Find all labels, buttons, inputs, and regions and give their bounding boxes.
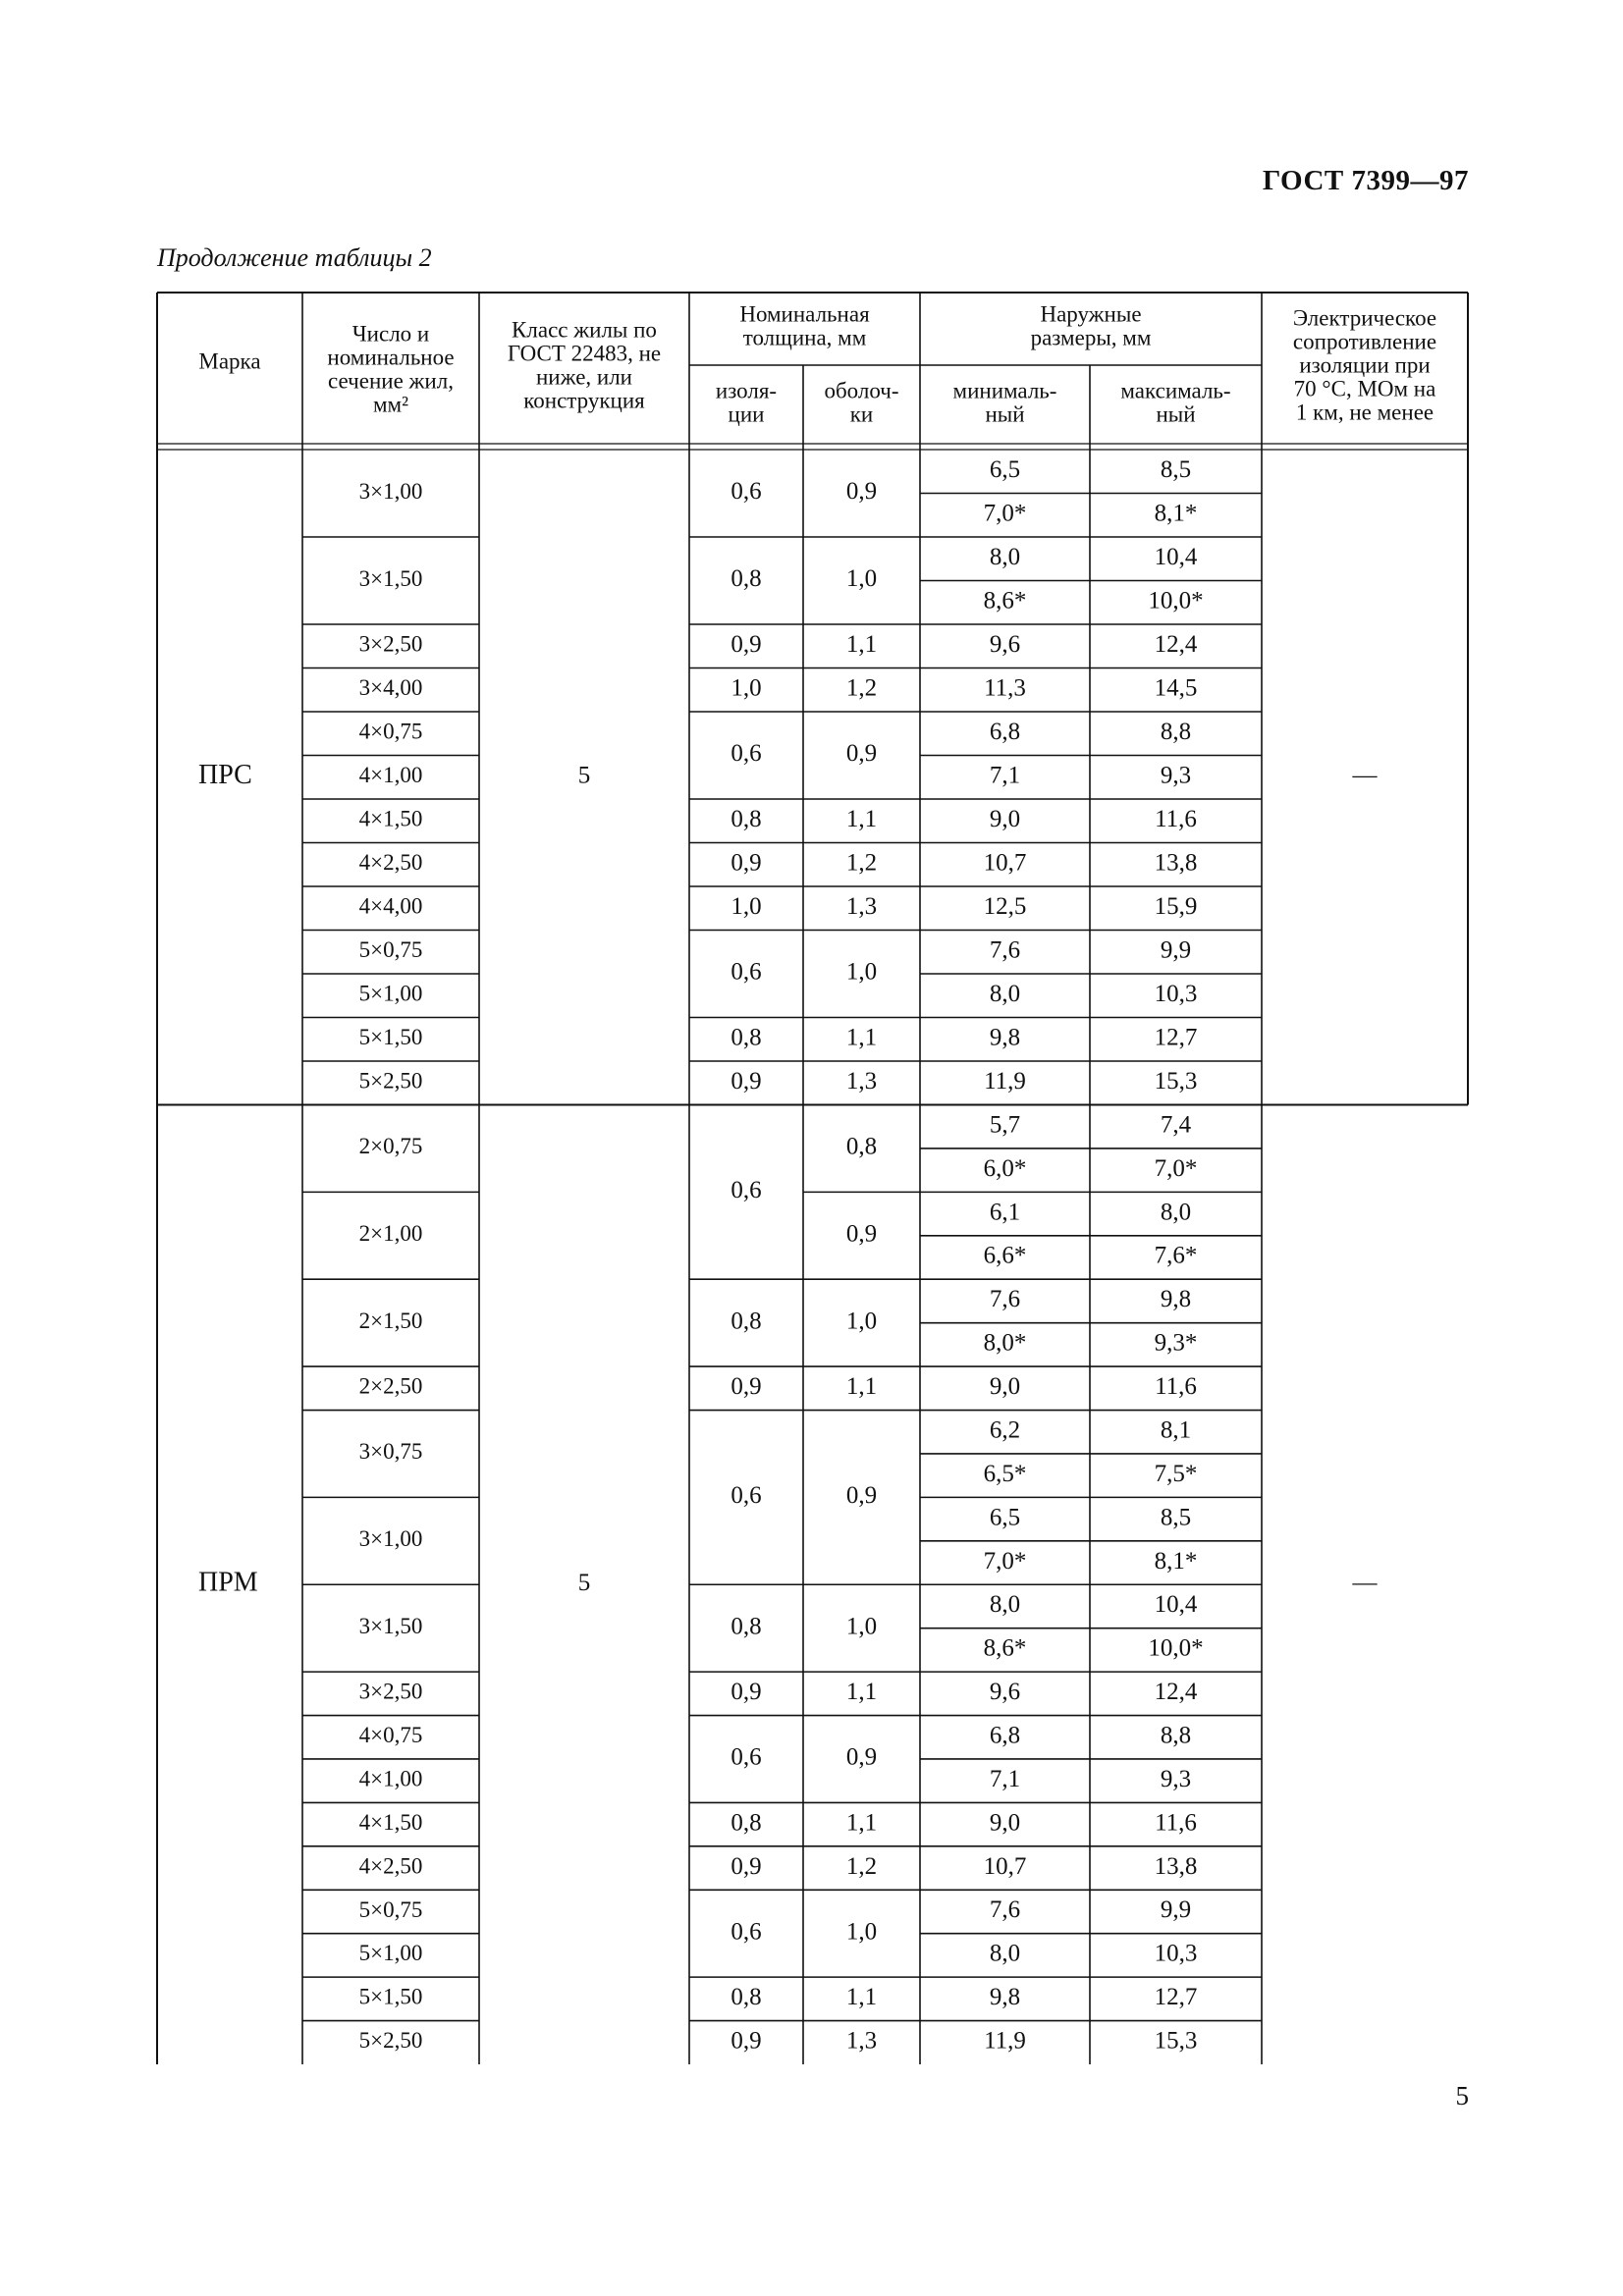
max-size-cell: 8,5 <box>1160 1504 1192 1531</box>
max-size-cell: 15,3 <box>1154 2027 1198 2055</box>
column-header-thickness-line: Номинальная <box>739 301 870 327</box>
cross-section-cell: 3×1,00 <box>358 478 423 504</box>
cross-section-cell: 5×1,00 <box>358 981 423 1006</box>
column-header-min-line: минималь- <box>952 378 1057 403</box>
min-size-cell: 11,9 <box>984 2027 1026 2055</box>
column-header-cores-line: номинальное <box>327 345 455 370</box>
column-header-insulation-line: ции <box>728 401 765 427</box>
column-header-cores-line: Число и <box>352 321 430 347</box>
sheath-cell: 1,2 <box>845 674 878 702</box>
max-size-cell: 11,6 <box>1155 1373 1197 1401</box>
max-size-cell: 12,7 <box>1154 1024 1198 1051</box>
max-size-cell: 9,9 <box>1160 1896 1192 1924</box>
min-size-cell: 7,6 <box>989 1896 1021 1924</box>
min-size-cell: 12,5 <box>983 892 1027 920</box>
column-header-resistance-line: 70 °С, МОм на <box>1293 376 1436 401</box>
cross-section-cell: 5×2,50 <box>358 1068 423 1094</box>
cross-section-cell: 4×2,50 <box>358 850 423 876</box>
min-size-cell: 5,7 <box>989 1111 1021 1139</box>
sheath-cell: 0,9 <box>845 1220 878 1248</box>
max-size-cell: 10,0* <box>1148 1634 1204 1662</box>
insulation-cell: 0,6 <box>730 1177 762 1204</box>
column-header-resistance-line: сопротивление <box>1292 329 1437 354</box>
column-header-marka: Марка <box>198 348 261 374</box>
column-header-resistance-line: изоляции при <box>1299 352 1431 378</box>
cross-section-cell: 2×0,75 <box>358 1134 423 1159</box>
table-caption: Продолжение таблицы 2 <box>157 243 432 272</box>
min-size-cell: 8,0 <box>989 1940 1021 1967</box>
column-header-outer-line: размеры, мм <box>1030 325 1152 350</box>
max-size-cell: 12,4 <box>1154 630 1198 658</box>
page-number: 5 <box>1455 2081 1469 2110</box>
max-size-cell: 8,1* <box>1154 1547 1198 1575</box>
max-size-cell: 7,6* <box>1154 1242 1198 1269</box>
max-size-cell: 13,8 <box>1154 849 1198 877</box>
max-size-cell: 14,5 <box>1154 674 1198 702</box>
column-header-sheath-line: оболоч- <box>824 378 899 403</box>
min-size-cell: 6,8 <box>989 1722 1021 1749</box>
table-header <box>198 301 1436 426</box>
sheath-cell: 1,2 <box>845 849 878 877</box>
min-size-cell: 7,6 <box>989 936 1021 964</box>
class-cell: 5 <box>577 1569 591 1596</box>
cross-section-cell: 4×1,50 <box>358 1809 423 1835</box>
column-header-min-line: ный <box>985 401 1025 427</box>
cross-section-cell: 5×2,50 <box>358 2028 423 2054</box>
column-header-sheath-line: ки <box>849 401 874 427</box>
cross-section-cell: 3×1,50 <box>358 565 423 591</box>
min-size-cell: 6,5 <box>989 1504 1021 1531</box>
insulation-cell: 0,9 <box>730 2027 762 2055</box>
table-body <box>198 456 1379 2055</box>
sheath-cell: 1,0 <box>845 958 878 986</box>
insulation-cell: 0,6 <box>730 958 762 986</box>
min-size-cell: 8,0 <box>989 1591 1021 1619</box>
marka-cell: ПРМ <box>198 1567 258 1598</box>
min-size-cell: 6,1 <box>989 1199 1021 1226</box>
min-size-cell: 7,0* <box>983 500 1027 527</box>
min-size-cell: 11,9 <box>984 1067 1026 1095</box>
min-size-cell: 9,0 <box>989 805 1021 832</box>
max-size-cell: 11,6 <box>1155 1809 1197 1837</box>
min-size-cell: 9,8 <box>989 1024 1021 1051</box>
max-size-cell: 9,9 <box>1160 936 1192 964</box>
max-size-cell: 7,4 <box>1160 1111 1192 1139</box>
max-size-cell: 9,3 <box>1160 762 1192 789</box>
cross-section-cell: 4×2,50 <box>358 1853 423 1879</box>
min-size-cell: 10,7 <box>983 849 1027 877</box>
max-size-cell: 8,0 <box>1160 1199 1192 1226</box>
insulation-cell: 0,9 <box>730 1373 762 1401</box>
sheath-cell: 0,8 <box>845 1133 878 1160</box>
sheath-cell: 0,9 <box>845 478 878 506</box>
min-size-cell: 8,0* <box>983 1329 1027 1357</box>
insulation-cell: 0,6 <box>730 1482 762 1510</box>
cross-section-cell: 3×2,50 <box>358 631 423 657</box>
table-grid <box>157 293 1468 2064</box>
cross-section-cell: 5×1,50 <box>358 1025 423 1050</box>
insulation-cell: 0,9 <box>730 630 762 658</box>
column-header-outer-line: Наружные <box>1040 301 1142 327</box>
class-cell: 5 <box>577 762 591 789</box>
document-code: ГОСТ 7399—97 <box>1262 165 1469 196</box>
column-header-cores-line: сечение жил, <box>328 368 454 394</box>
cross-section-cell: 5×0,75 <box>358 937 423 963</box>
min-size-cell: 8,0 <box>989 543 1021 570</box>
min-size-cell: 9,0 <box>989 1373 1021 1401</box>
column-header-thickness-line: толщина, мм <box>742 325 867 350</box>
max-size-cell: 9,3 <box>1160 1765 1192 1792</box>
cross-section-cell: 3×2,50 <box>358 1679 423 1704</box>
insulation-cell: 0,9 <box>730 1067 762 1095</box>
max-size-cell: 11,6 <box>1155 805 1197 832</box>
min-size-cell: 7,1 <box>989 1765 1021 1792</box>
sheath-cell: 1,1 <box>845 1679 878 1706</box>
max-size-cell: 10,3 <box>1154 980 1198 1007</box>
sheath-cell: 1,1 <box>845 630 878 658</box>
min-size-cell: 6,0* <box>983 1154 1027 1182</box>
column-header-resistance-line: Электрическое <box>1292 305 1437 331</box>
min-size-cell: 9,6 <box>989 1679 1021 1706</box>
sheath-cell: 1,0 <box>845 1308 878 1335</box>
column-header-class-line: ниже, или <box>535 364 633 390</box>
min-size-cell: 8,6* <box>983 587 1027 614</box>
column-header-insulation-line: изоля- <box>715 378 778 403</box>
sheath-cell: 1,0 <box>845 565 878 593</box>
max-size-cell: 10,4 <box>1154 543 1198 570</box>
sheath-cell: 0,9 <box>845 1743 878 1771</box>
insulation-cell: 0,8 <box>730 565 762 593</box>
min-size-cell: 6,5* <box>983 1460 1027 1487</box>
sheath-cell: 1,1 <box>845 1373 878 1401</box>
insulation-cell: 0,9 <box>730 1852 762 1880</box>
insulation-cell: 0,8 <box>730 1984 762 2011</box>
min-size-cell: 6,5 <box>989 455 1021 483</box>
cross-section-cell: 4×1,50 <box>358 806 423 831</box>
cross-section-cell: 4×0,75 <box>358 719 423 744</box>
min-size-cell: 8,0 <box>989 980 1021 1007</box>
max-size-cell: 13,8 <box>1154 1852 1198 1880</box>
cross-section-cell: 4×4,00 <box>358 893 423 919</box>
insulation-cell: 0,8 <box>730 1024 762 1051</box>
min-size-cell: 10,7 <box>983 1852 1027 1880</box>
insulation-cell: 0,8 <box>730 1308 762 1335</box>
max-size-cell: 8,1* <box>1154 500 1198 527</box>
cross-section-cell: 3×1,00 <box>358 1526 423 1552</box>
min-size-cell: 11,3 <box>984 674 1026 702</box>
insulation-cell: 0,9 <box>730 849 762 877</box>
column-header-resistance-line: 1 км, не менее <box>1295 400 1434 425</box>
insulation-cell: 0,8 <box>730 1809 762 1837</box>
column-header-class-line: ГОСТ 22483, не <box>507 341 662 366</box>
max-size-cell: 7,0* <box>1154 1154 1198 1182</box>
min-size-cell: 9,0 <box>989 1809 1021 1837</box>
cross-section-cell: 2×2,50 <box>358 1373 423 1399</box>
insulation-cell: 0,6 <box>730 1743 762 1771</box>
min-size-cell: 7,0* <box>983 1547 1027 1575</box>
insulation-cell: 0,6 <box>730 740 762 768</box>
sheath-cell: 1,3 <box>845 1067 878 1095</box>
min-size-cell: 6,6* <box>983 1242 1027 1269</box>
cross-section-cell: 5×1,00 <box>358 1941 423 1966</box>
insulation-cell: 0,6 <box>730 1918 762 1946</box>
max-size-cell: 10,3 <box>1154 1940 1198 1967</box>
max-size-cell: 15,3 <box>1154 1067 1198 1095</box>
max-size-cell: 10,0* <box>1148 587 1204 614</box>
sheath-cell: 1,3 <box>845 2027 878 2055</box>
cross-section-cell: 2×1,00 <box>358 1221 423 1247</box>
insulation-cell: 1,0 <box>730 674 762 702</box>
sheath-cell: 1,1 <box>845 1984 878 2011</box>
sheath-cell: 1,2 <box>845 1852 878 1880</box>
cross-section-cell: 3×1,50 <box>358 1613 423 1638</box>
cross-section-cell: 2×1,50 <box>358 1308 423 1333</box>
max-size-cell: 9,3* <box>1154 1329 1198 1357</box>
max-size-cell: 8,8 <box>1160 718 1192 745</box>
sheath-cell: 1,3 <box>845 892 878 920</box>
cross-section-cell: 4×1,00 <box>358 763 423 788</box>
resistance-cell: — <box>1352 1569 1378 1596</box>
max-size-cell: 10,4 <box>1154 1591 1198 1619</box>
column-header-class-line: конструкция <box>523 388 645 413</box>
column-header-max-line: ный <box>1156 401 1196 427</box>
insulation-cell: 0,9 <box>730 1679 762 1706</box>
max-size-cell: 8,1 <box>1160 1416 1192 1444</box>
insulation-cell: 0,6 <box>730 478 762 506</box>
sheath-cell: 0,9 <box>845 1482 878 1510</box>
max-size-cell: 7,5* <box>1154 1460 1198 1487</box>
min-size-cell: 7,1 <box>989 762 1021 789</box>
sheath-cell: 0,9 <box>845 740 878 768</box>
column-header-cores-line: мм² <box>372 392 409 417</box>
min-size-cell: 7,6 <box>989 1286 1021 1313</box>
column-header-max-line: максималь- <box>1120 378 1231 403</box>
cross-section-cell: 3×4,00 <box>358 675 423 701</box>
column-header-class-line: Класс жилы по <box>512 317 657 343</box>
cross-section-cell: 5×1,50 <box>358 1984 423 2009</box>
min-size-cell: 9,8 <box>989 1984 1021 2011</box>
min-size-cell: 6,8 <box>989 718 1021 745</box>
insulation-cell: 0,8 <box>730 1613 762 1640</box>
insulation-cell: 1,0 <box>730 892 762 920</box>
max-size-cell: 8,5 <box>1160 455 1192 483</box>
resistance-cell: — <box>1352 762 1378 789</box>
max-size-cell: 9,8 <box>1160 1286 1192 1313</box>
max-size-cell: 8,8 <box>1160 1722 1192 1749</box>
max-size-cell: 12,4 <box>1154 1679 1198 1706</box>
cross-section-cell: 5×0,75 <box>358 1896 423 1922</box>
cross-section-cell: 4×0,75 <box>358 1723 423 1748</box>
sheath-cell: 1,1 <box>845 1024 878 1051</box>
min-size-cell: 8,6* <box>983 1634 1027 1662</box>
cross-section-cell: 3×0,75 <box>358 1439 423 1465</box>
min-size-cell: 6,2 <box>989 1416 1021 1444</box>
insulation-cell: 0,8 <box>730 805 762 832</box>
sheath-cell: 1,0 <box>845 1918 878 1946</box>
sheath-cell: 1,1 <box>845 1809 878 1837</box>
max-size-cell: 15,9 <box>1154 892 1198 920</box>
max-size-cell: 12,7 <box>1154 1984 1198 2011</box>
sheath-cell: 1,1 <box>845 805 878 832</box>
sheath-cell: 1,0 <box>845 1613 878 1640</box>
cross-section-cell: 4×1,00 <box>358 1766 423 1791</box>
min-size-cell: 9,6 <box>989 630 1021 658</box>
marka-cell: ПРС <box>198 760 252 791</box>
